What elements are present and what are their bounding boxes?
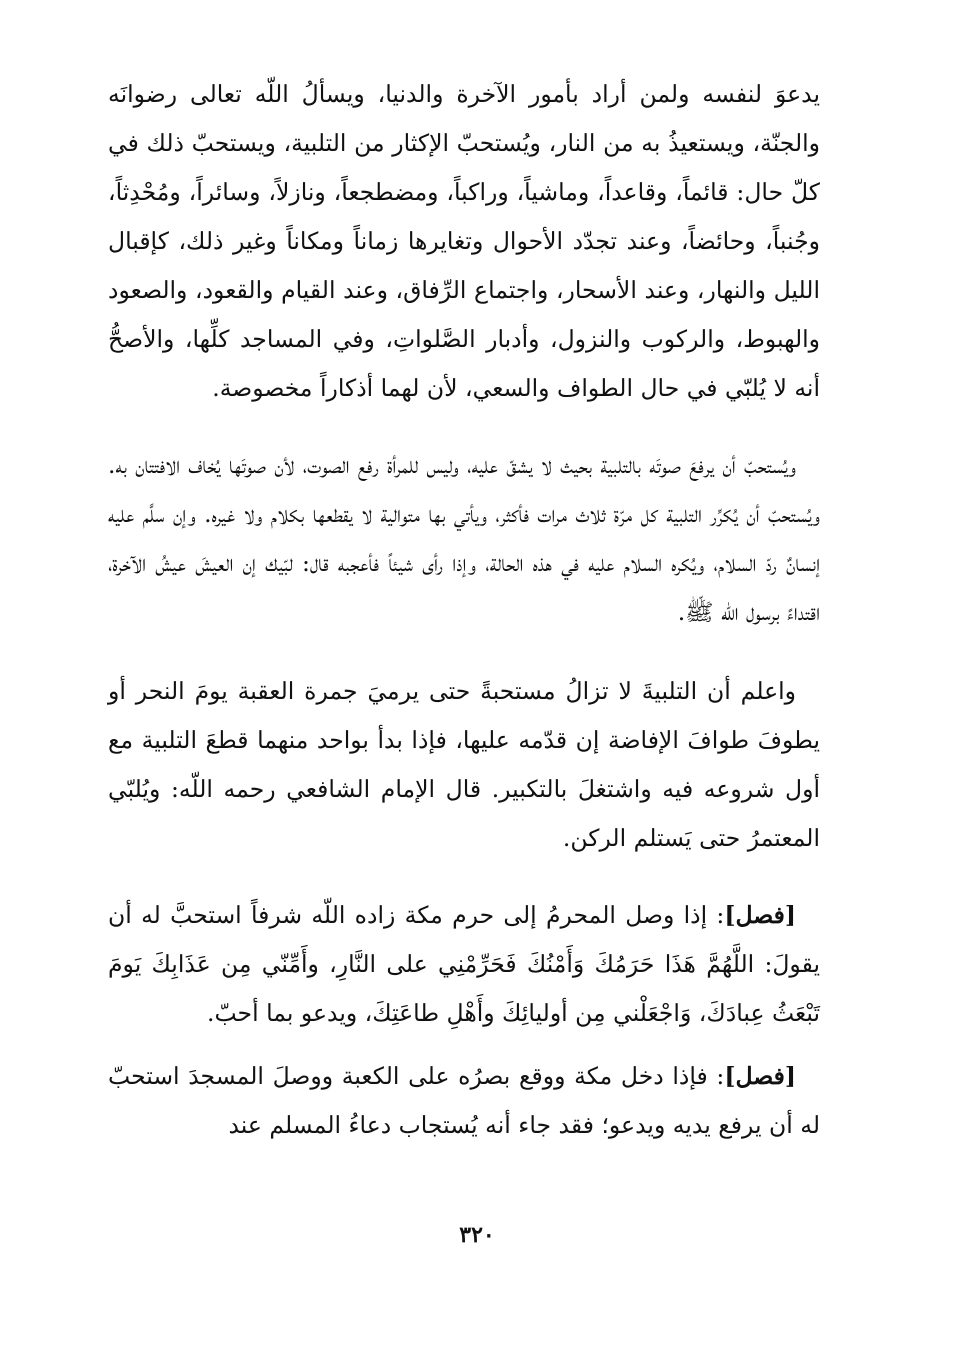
- paragraph-1-text: يدعوَ لنفسه ولمن أراد بأمور الآخرة والدنيا، ويسألُ اللّه تعالى رضوانَه والجنّة، ويستعيذُ به من النار، ويُستحبّ الإكثار من التلبية، ويستحبّ ذلك في كلّ حال: قائماً، وقاعداً، وماشياً، وراكباً، ومضطجعاً، ونازلاً، وسائراً، ومُحْدِثاً، وجُنباً، وحائضاً، وعند تجدّد الأحوال وتغايرها زماناً ومكاناً وغير ذلك، كإقبال الليل والنهار، وعند الأسحار، واجتماع الرِّفاق، وعند القيام والقعود، والصعود والهبوط، والركوب والنزول، وأدبار الصَّلواتِ، وفي المساجد كلِّها، والأصحُّ أنه لا يُلبّي في حال الطواف والسعي، لأن لهما أذكاراً مخصوصة.: [108, 80, 820, 402]
- section-label: [فصل]: [724, 1062, 796, 1090]
- paragraph-4-text: : إذا وصل المحرمُ إلى حرم مكة زاده اللّه شرفاً استحبَّ له أن يقولَ: اللَّهُمَّ هَذَا حَرَمُكَ وَأَمْنُكَ فَحَرِّمْنِي على النَّارِ، وأَمِّنّي مِن عَذَابِكَ يَومَ تَبْعَثُ عِبادَكَ، وَاجْعَلْني مِن أوليائِكَ وأَهْلِ طاعَتِكَ، ويدعو بما أحبّ.: [108, 901, 820, 1027]
- section-label: [فصل]: [724, 901, 796, 929]
- paragraph-5-text: : فإذا دخل مكة ووقع بصرُه على الكعبة ووصلَ المسجدَ استحبّ له أن يرفع يديه ويدعو؛ فقد جاء أنه يُستجاب دعاءُ المسلم عند: [108, 1062, 820, 1139]
- paragraph-4: [108, 891, 820, 1038]
- page-number: ٣٢٠: [459, 1222, 495, 1248]
- paragraph-3: [108, 667, 820, 863]
- paragraph-5: [108, 1052, 820, 1150]
- paragraph-3-text: واعلم أن التلبيةَ لا تزالُ مستحبةً حتى يرميَ جمرة العقبة يومَ النحر أو يطوفَ طوافَ الإفاضة إن قدّمه عليها، فإذا بدأ بواحد منهما قطعَ التلبية مع أول شروعه فيه واشتغلَ بالتكبير. قال الإمام الشافعي رحمه اللّه: ويُلبّي المعتمرُ حتى يَستلم الركن.: [108, 677, 820, 852]
- paragraph-1: [108, 70, 820, 413]
- page-body: [108, 70, 820, 1150]
- paragraph-2: [108, 441, 820, 637]
- paragraph-2-text: ويُستحبّ أن يرفعَ صوتَه بالتلبية بحيث لا يشقّ عليه، وليس للمرأة رفع الصوت، لأن صوتَها يُخاف الافتتان به. ويُستحبّ أن يُكرِّر التلبية كل مرّة ثلاث مرات فأكثر، ويأتي بها متوالية لا يقطعها بكلام ولا غيره. وإن سلَّم عليه إنسانٌ ردّ السلام، ويُكره السلام عليه في هذه الحالة، وإذا رأى شيئاً فأعجبه قال: لبّيك إن العيشَ عيشُ الآخرة، اقتداءً برسول اللّه ﷺ.: [108, 451, 820, 626]
